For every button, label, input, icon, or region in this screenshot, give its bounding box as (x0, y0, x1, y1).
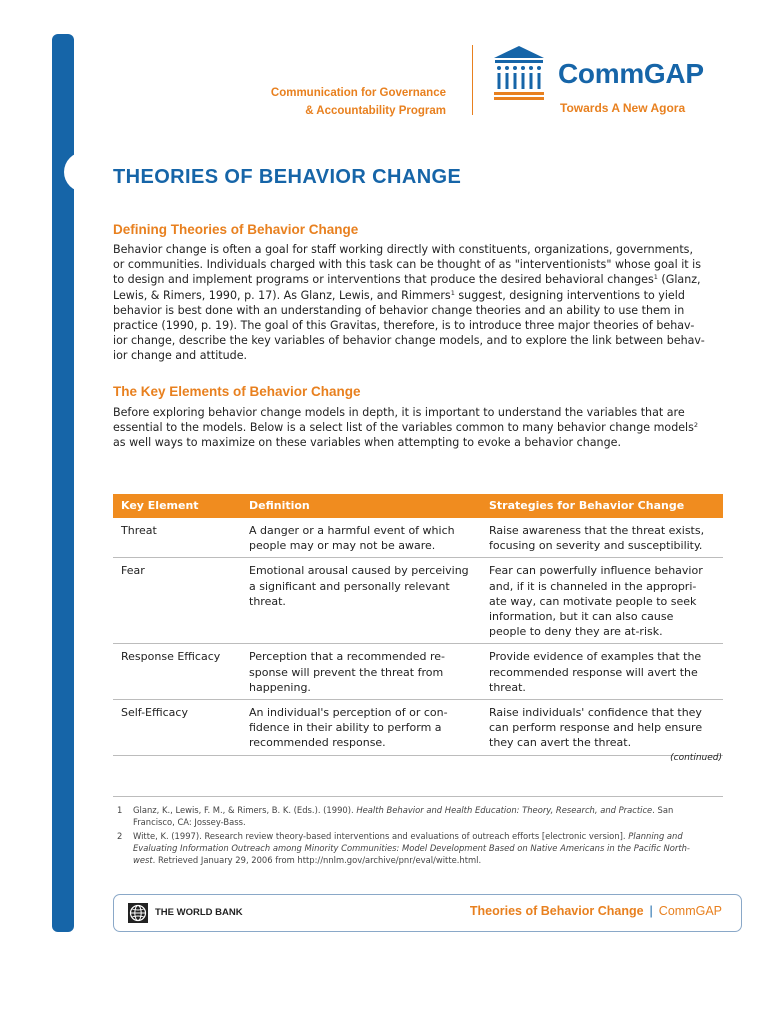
section-heading-defining: Defining Theories of Behavior Change (113, 222, 359, 237)
cell-definition: A danger or a harmful event of which people may or may not be aware. (241, 518, 481, 558)
table-header-row (113, 494, 723, 518)
footer-document-title: Theories of Behavior Change | CommGAP (469, 904, 722, 918)
cell-element: Response Efficacy (113, 644, 241, 700)
table-row (113, 558, 723, 644)
cell-strategy: Raise individuals' confidence that they can perform response and help ensure they can avert the threat. (481, 700, 723, 756)
footnote-ref-1[interactable]: 1 (653, 273, 658, 282)
column-header-key-element: Key Element (113, 494, 241, 518)
defining-paragraph: Behavior change is often a goal for staff working directly with constituents, organizations, governments, or communities. Individuals charged with this task can be thought of as "interventionists" whose goal it is to design and implement programs or interventions that produce the desired behavioral changes$^1$ (Glanz, Lewis, & Rimers, 1990, p. 17). As Glanz, Lewis, and Rimmers$^1$ suggest, designing interventions to yield behavior is best done with an understanding of behavior change theories and an ability to use them in practice (1990, p. 19). The goal of this Gravitas, therefore, is to introduce three major theories of behav- ior change, describe the key variables of behavior change models, and to explore the link between behav- ior change and attitude. (113, 243, 705, 363)
cell-definition: An individual's perception of or con- fidence in their ability to perform a recommended response. (241, 700, 481, 756)
footnote-2: 2 Witte, K. (1997). Research review theory-based interventions and evaluations of outreach efforts [electronic version]. Planning and Evaluating Information Outreach among Minority Communities: Model Development Based on Native Americans in the Pacific North- west. Retrieved January 29, 2006 from http://nnlm.gov/archive/pnr/eval/witte.html. (117, 831, 690, 865)
footnote-1: 1 Glanz, K., Lewis, F. M., & Rimers, B. K. (Eds.). (1990). Health Behavior and Health Education: Theory, Research, and Practice. San Francisco, CA: Jossey-Bass. (117, 805, 674, 827)
section-heading-key-elements: The Key Elements of Behavior Change (113, 384, 361, 399)
key-elements-table (113, 494, 723, 756)
logo-tagline: Towards A New Agora (560, 101, 686, 115)
cell-element: Fear (113, 558, 241, 644)
footnote-ref-1[interactable]: 1 (450, 288, 455, 297)
accent-bar-notch (64, 152, 100, 192)
logo-name: CommGAP (558, 58, 704, 89)
cell-definition: Perception that a recommended re- sponse will prevent the threat from happening. (241, 644, 481, 700)
continued-note: (continued) (670, 753, 722, 763)
column-header-strategies: Strategies for Behavior Change (481, 494, 723, 518)
header-divider (472, 45, 473, 115)
table-row (113, 518, 723, 558)
table-row (113, 700, 723, 756)
key-elements-paragraph: Before exploring behavior change models in depth, it is important to understand the variables that are essential to the models. Below is a select list of the variables common to many behavior change models$^2$ as well ways to maximize on these variables when attempting to evoke a behavior change. (113, 406, 699, 450)
cell-definition: Emotional arousal caused by perceiving a significant and personally relevant threat. (241, 558, 481, 644)
column-header-definition: Definition (241, 494, 481, 518)
program-line-1: Communication for Governance (270, 87, 446, 99)
globe-icon (128, 903, 148, 923)
cell-strategy: Provide evidence of examples that the recommended response will avert the threat. (481, 644, 723, 700)
page-title: THEORIES OF BEHAVIOR CHANGE (113, 166, 462, 188)
cell-strategy: Raise awareness that the threat exists, focusing on severity and susceptibility. (481, 518, 723, 558)
program-line-2: & Accountability Program (305, 105, 446, 117)
cell-element: Self-Efficacy (113, 700, 241, 756)
cell-element: Threat (113, 518, 241, 558)
footnote-ref-2[interactable]: 2 (693, 421, 699, 430)
witte-archive-link[interactable]: . Retrieved January 29, 2006 from http://nnlm.gov/archive/pnr/eval/witte.html. (152, 855, 482, 865)
table-row (113, 644, 723, 700)
footnote-divider (113, 796, 723, 797)
cell-strategy: Fear can powerfully influence behavior and, if it is channeled in the appropri- ate way, can motivate people to seek information, but it can also cause people to deny they are at-risk. (481, 558, 723, 644)
program-name (271, 84, 446, 120)
publisher-name: THE WORLD BANK (155, 907, 243, 918)
building-columns-icon (492, 44, 546, 100)
